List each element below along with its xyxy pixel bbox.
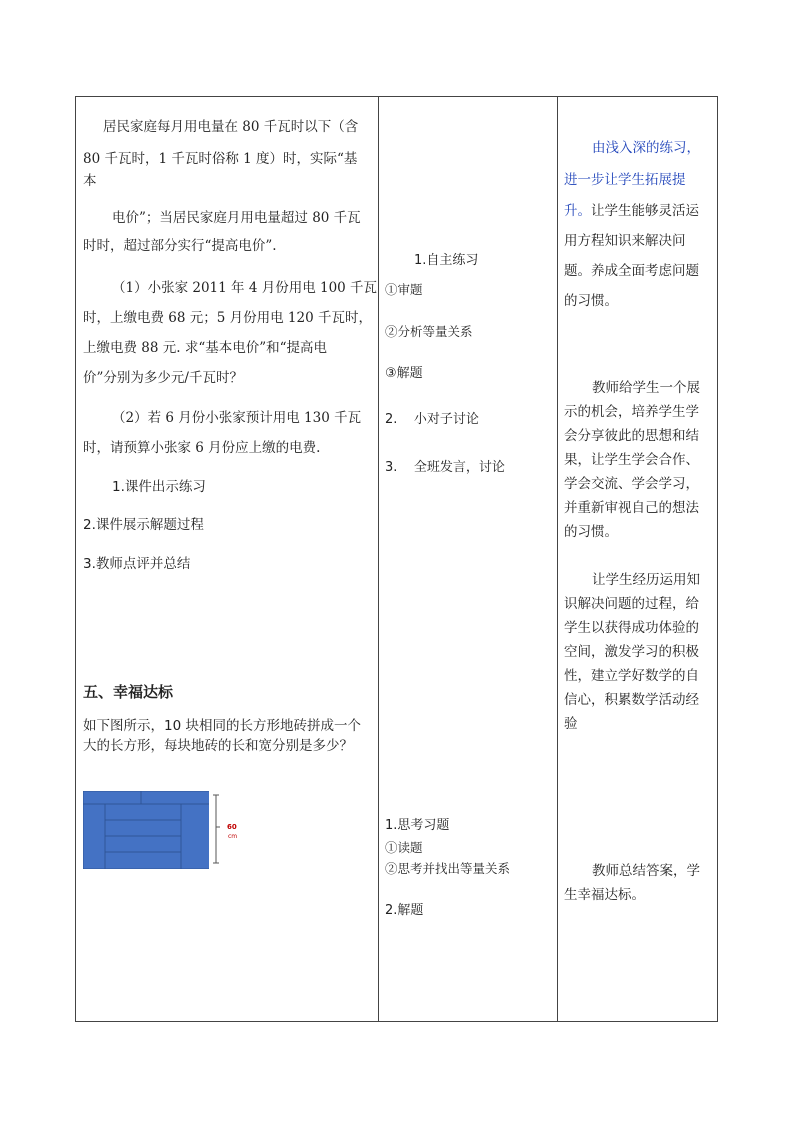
- intent-line: 让学生经历运用知: [592, 572, 700, 588]
- step-item: 1.课件出示练习: [112, 479, 206, 495]
- intent-highlight: 升。: [564, 203, 591, 219]
- step-item: 3.教师点评并总结: [83, 556, 191, 572]
- paragraph-line: 价”分别为多少元/千瓦时？: [83, 370, 243, 386]
- intent-line: 信心，积累数学活动经: [564, 692, 699, 708]
- paragraph-line: 时，上缴电费 68 元；5 月份用电 120 千瓦时，: [83, 310, 372, 326]
- intent-line: 学会交流、学会学习，: [564, 476, 699, 492]
- intent-line: 空间，激发学习的积极: [564, 644, 699, 660]
- intent-line: 生幸福达标。: [564, 887, 645, 903]
- paragraph-line: （1）小张家 2011 年 4 月份用电 100 千瓦: [112, 280, 378, 296]
- tile-figure: [83, 791, 243, 869]
- intent-line: 用方程知识来解决问: [564, 233, 686, 249]
- intent-line: 示的机会，培养学生学: [564, 404, 699, 420]
- question-line: 大的长方形，每块地砖的长和宽分别是多少？: [83, 738, 353, 754]
- discuss-item: 3. 全班发言，讨论: [385, 460, 505, 475]
- intent-line: 题。养成全面考虑问题: [564, 263, 699, 279]
- think-item: ②思考并找出等量关系: [385, 861, 511, 876]
- intent-line: 教师总结答案，学: [592, 863, 700, 879]
- intent-line: 识解决问题的过程，给: [564, 596, 699, 612]
- intent-line: 会分享彼此的思想和结: [564, 428, 699, 444]
- paragraph-line: 居民家庭每月用电量在 80 千瓦时以下（含: [103, 119, 359, 135]
- figure-label-unit: cm: [228, 833, 238, 840]
- think-item: ①读题: [385, 840, 423, 855]
- discuss-item: 2. 小对子讨论: [385, 412, 479, 427]
- step-item: 2.课件展示解题过程: [83, 517, 204, 533]
- paragraph-line: 时时，超过部分实行“提高电价”.: [83, 238, 277, 254]
- paragraph-line: 本: [83, 173, 97, 189]
- intent-line: 果，让学生学会合作、: [564, 452, 699, 468]
- paragraph-line: 电价”；当居民家庭月用电量超过 80 千瓦: [112, 210, 361, 226]
- paragraph-line: （2）若 6 月份小张家预计用电 130 千瓦: [112, 410, 362, 426]
- intent-line: 性，建立学好数学的自: [564, 668, 699, 684]
- practice-title: 1.自主练习: [414, 253, 479, 268]
- question-line: 如下图所示，10 块相同的长方形地砖拼成一个: [83, 718, 361, 734]
- intent-text: 让学生能够灵活运: [591, 203, 699, 219]
- paragraph-line: 80 千瓦时，1 千瓦时俗称 1 度）时，实际“基: [83, 151, 358, 167]
- think-title: 1.思考习题: [385, 818, 450, 833]
- intent-line: 的习惯。: [564, 524, 618, 540]
- intent-line: 进一步让学生拓展提: [564, 172, 686, 188]
- intent-line: 学生以获得成功体验的: [564, 620, 699, 636]
- intent-line: 由浅入深的练习，: [592, 140, 700, 156]
- intent-line: 并重新审视自己的想法: [564, 500, 699, 516]
- intent-line: [564, 196, 699, 226]
- intent-line: 教师给学生一个展: [592, 380, 700, 396]
- intent-line: 的习惯。: [564, 293, 618, 309]
- activity-column: [379, 97, 557, 1021]
- intent-column: [558, 97, 718, 1021]
- practice-item: ①审题: [385, 282, 423, 297]
- content-column: [76, 97, 378, 1021]
- practice-item: ②分析等量关系: [385, 324, 473, 339]
- practice-item: ③解题: [385, 366, 423, 381]
- lesson-table: [75, 96, 718, 1022]
- paragraph-line: 时，请预算小张家 6 月份应上缴的电费.: [83, 440, 321, 456]
- paragraph-line: 上缴电费 88 元. 求“基本电价”和“提高电: [83, 340, 328, 356]
- solve-item: 2.解题: [385, 903, 424, 918]
- intent-line: 验: [564, 716, 578, 732]
- section-title: 五、幸福达标: [83, 683, 174, 701]
- figure-label-number: 60: [227, 823, 237, 831]
